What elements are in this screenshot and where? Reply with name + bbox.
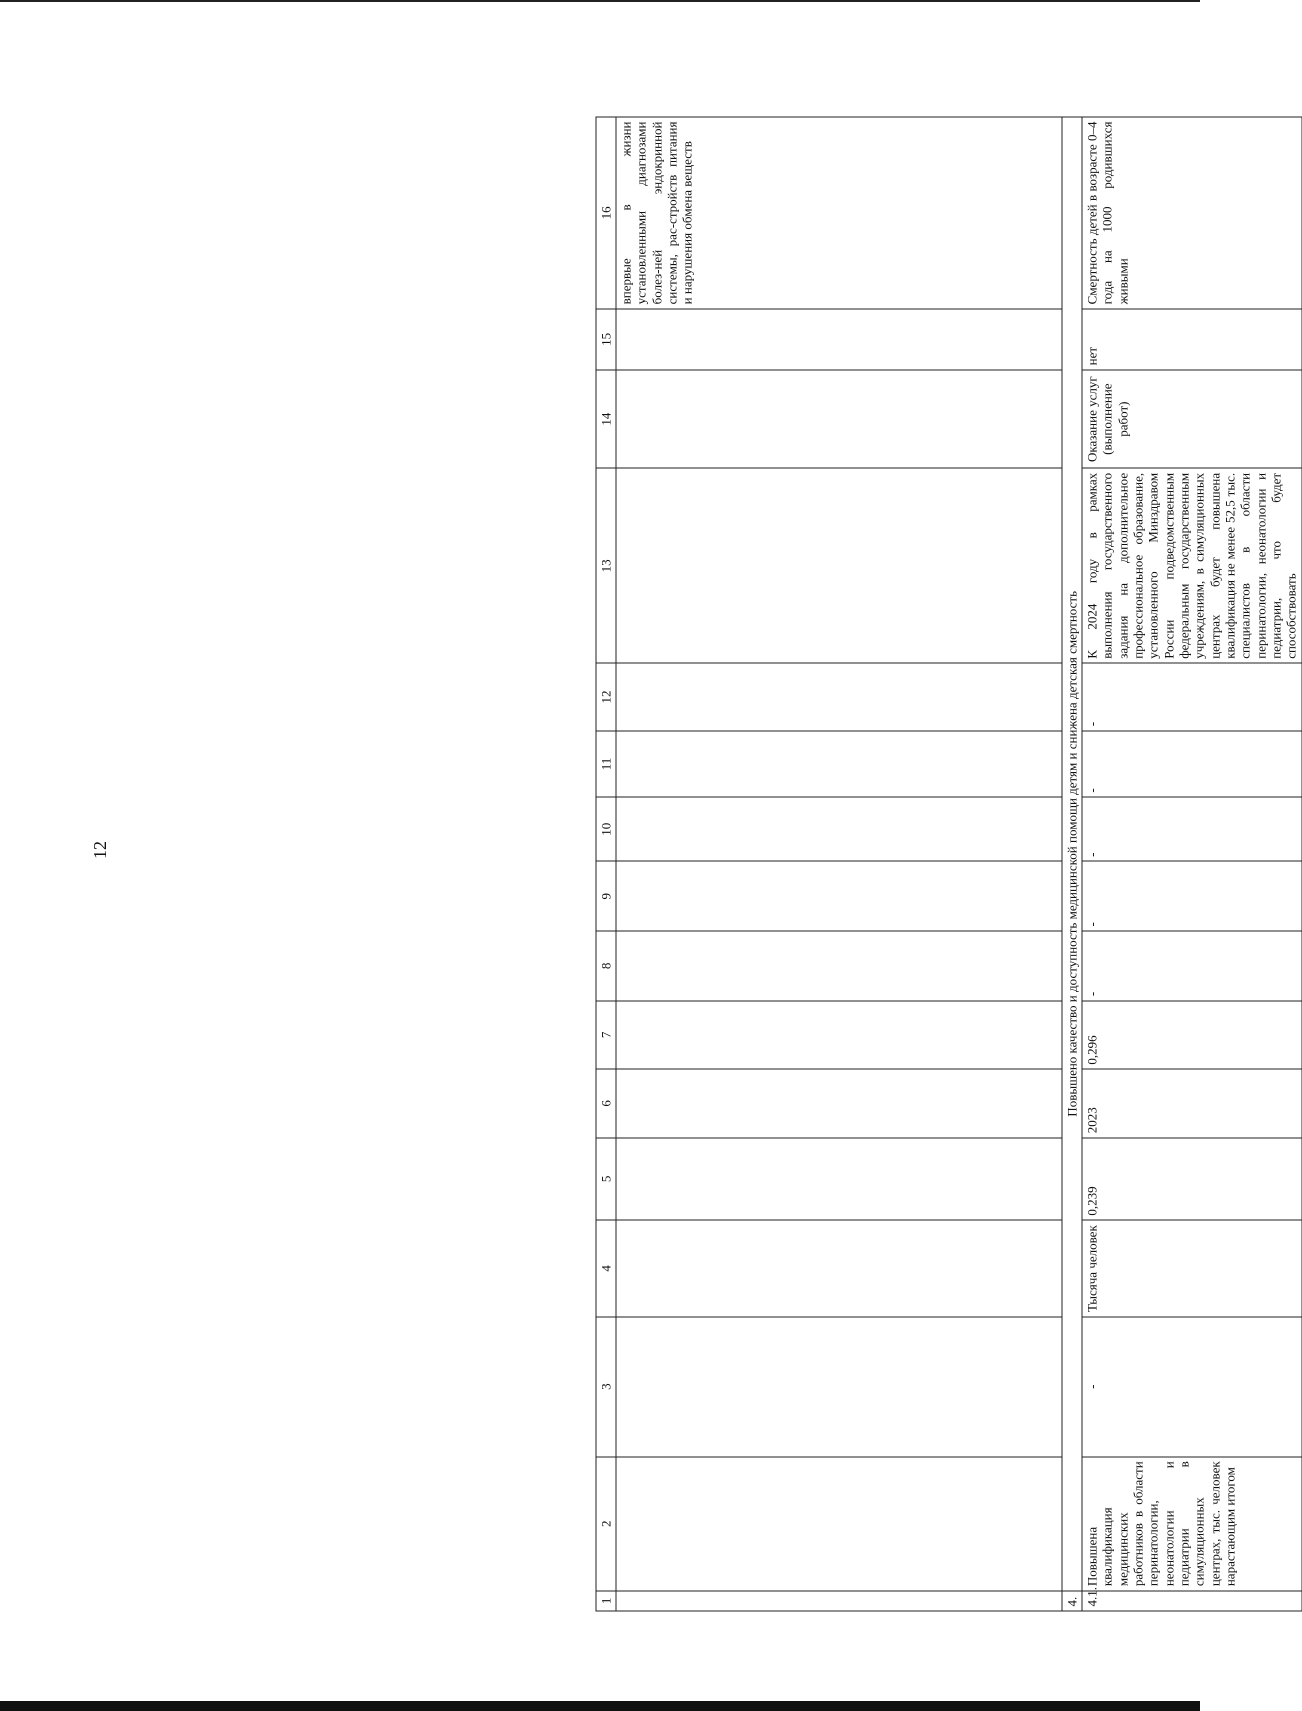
linked-indicator: Смертность детей в возрасте 0–4 года на 1000 родившихся живыми [1082, 117, 1302, 309]
col-number-15: 15 [596, 309, 616, 370]
col-number-11: 11 [596, 731, 616, 797]
value-col-8: - [1082, 931, 1302, 1001]
scan-top-edge [0, 0, 1200, 2]
carryover-cell-2 [616, 1457, 1062, 1591]
carryover-row [616, 117, 1062, 1611]
passport-table [596, 117, 1302, 1612]
carryover-cell-15 [616, 309, 1062, 370]
col-number-4: 4 [596, 1220, 616, 1316]
col-number-1: 1 [596, 1591, 616, 1611]
carryover-cell-9 [616, 861, 1062, 931]
column-number-row [596, 117, 616, 1611]
value-col-7: 0,296 [1082, 1001, 1302, 1070]
carryover-cell-11 [616, 731, 1062, 797]
rotated-table-page [596, 117, 1299, 1612]
unit-of-measure: Тысяча человек [1082, 1220, 1302, 1316]
carryover-cell-6 [616, 1069, 1062, 1138]
section-row [1062, 117, 1082, 1611]
col-number-5: 5 [596, 1138, 616, 1220]
value-col-15: нет [1082, 309, 1302, 370]
result-name: Повышена квалификация медицинских работников в области перинатологии, неонатологии и педиатрии в симуляционных центрах, тыс. человек нарастающим итогом [1082, 1457, 1302, 1591]
col-number-2: 2 [596, 1457, 616, 1591]
carryover-cell-5 [616, 1138, 1062, 1220]
col-number-6: 6 [596, 1069, 616, 1138]
cell-col-3: - [1082, 1317, 1302, 1457]
carryover-cell-13 [616, 468, 1062, 663]
value-col-10: - [1082, 797, 1302, 861]
carryover-cell-10 [616, 797, 1062, 861]
carryover-cell-1 [616, 1591, 1062, 1611]
carryover-cell-3 [616, 1317, 1062, 1457]
carryover-cell-12 [616, 663, 1062, 730]
col-number-12: 12 [596, 663, 616, 730]
col-number-3: 3 [596, 1317, 616, 1457]
col-number-9: 9 [596, 861, 616, 931]
section-number: 4. [1062, 1591, 1082, 1611]
col-number-16: 16 [596, 117, 616, 309]
col-number-14: 14 [596, 370, 616, 469]
row-number: 4.1. [1082, 1591, 1302, 1611]
base-year: 2023 [1082, 1069, 1302, 1138]
result-characteristic: К 2024 году в рамках выполнения государственного задания на дополнительное профессиональное образование, установленного Минздравом России подведомственным федеральным государственным учреждениям, в симуляционных центрах будет повышена квалификация не менее 52,5 тыс. специалистов в области перинатологии, неонатологии и педиатрии, что будет способствовать [1082, 468, 1302, 663]
base-value: 0,239 [1082, 1138, 1302, 1220]
value-col-11: - [1082, 731, 1302, 797]
carryover-cell-14 [616, 370, 1062, 469]
value-col-9: - [1082, 861, 1302, 931]
col-number-8: 8 [596, 931, 616, 1001]
carryover-cell-8 [616, 931, 1062, 1001]
carryover-indicator-text: впервые в жизни установленными диагнозами болез-ней эндокринной системы, рас-стройств питания и нарушения обмена веществ [616, 117, 1062, 309]
col-number-13: 13 [596, 468, 616, 663]
result-type: Оказание услуг (выполнение работ) [1082, 370, 1302, 469]
value-col-12: - [1082, 663, 1302, 730]
page-number: 12 [90, 841, 110, 859]
scan-bottom-edge [0, 1701, 1200, 1711]
carryover-cell-7 [616, 1001, 1062, 1070]
section-title: Повышено качество и доступность медицинской помощи детям и снижена детская смертность [1062, 117, 1082, 1591]
col-number-10: 10 [596, 797, 616, 861]
col-number-7: 7 [596, 1001, 616, 1070]
table-row-4-1 [1082, 117, 1302, 1611]
carryover-cell-4 [616, 1220, 1062, 1316]
